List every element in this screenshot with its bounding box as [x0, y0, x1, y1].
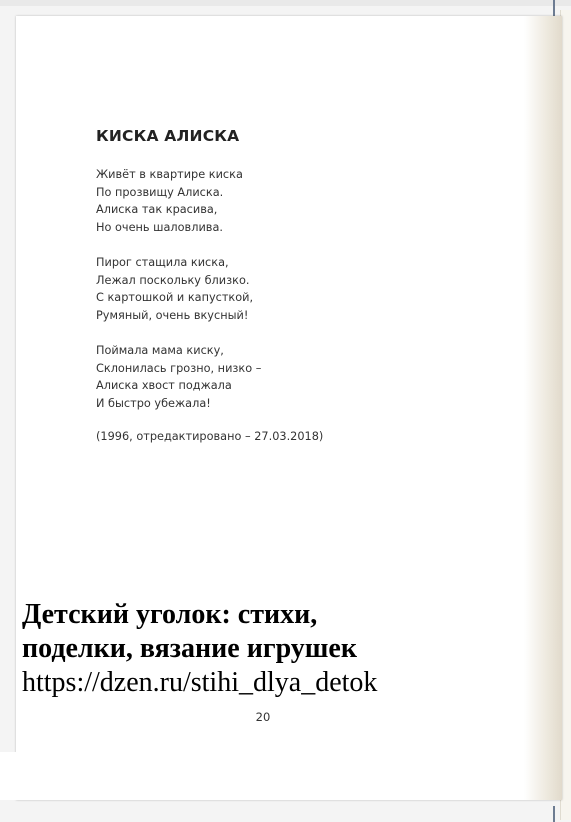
page-spine-shadow	[524, 16, 562, 800]
watermark-overlay	[22, 598, 377, 700]
watermark-url: https://dzen.ru/stihi_dlya_detok	[22, 667, 378, 698]
poem-line: По прозвищу Алиска.	[96, 185, 224, 199]
poem-line: Румяный, очень вкусный!	[96, 308, 249, 322]
poem-line: И быстро убежала!	[96, 396, 211, 410]
poem-title: КИСКА АЛИСКА	[96, 127, 240, 145]
poem-line: Склонилась грозно, низко –	[96, 361, 262, 375]
poem-line: С картошкой и капусткой,	[96, 291, 254, 305]
viewer-top-strip	[0, 0, 571, 6]
poem-line: Поймала мама киску,	[96, 344, 224, 357]
stanza-3	[96, 342, 261, 412]
watermark-line-2: поделки, вязание игрушек	[22, 633, 357, 664]
poem-line: Но очень шаловлива.	[96, 220, 223, 234]
poem-line: Лежал поскольку близко.	[96, 273, 250, 287]
page-number: 20	[255, 710, 271, 724]
stanza-2	[96, 254, 253, 324]
poem-date: (1996, отредактировано – 27.03.2018)	[96, 430, 324, 443]
poem-line: Живёт в квартире киска	[96, 168, 243, 181]
stanza-1	[96, 166, 243, 236]
margin-patch	[0, 752, 16, 800]
poem-line: Алиска хвост поджала	[96, 379, 232, 393]
scroll-marker-bottom	[553, 806, 555, 822]
poem-line: Алиска так красива,	[96, 203, 218, 217]
watermark-line-1: Детский уголок: стихи,	[22, 599, 318, 630]
scroll-marker-top	[553, 0, 555, 16]
poem-line: Пирог стащила киска,	[96, 256, 229, 269]
